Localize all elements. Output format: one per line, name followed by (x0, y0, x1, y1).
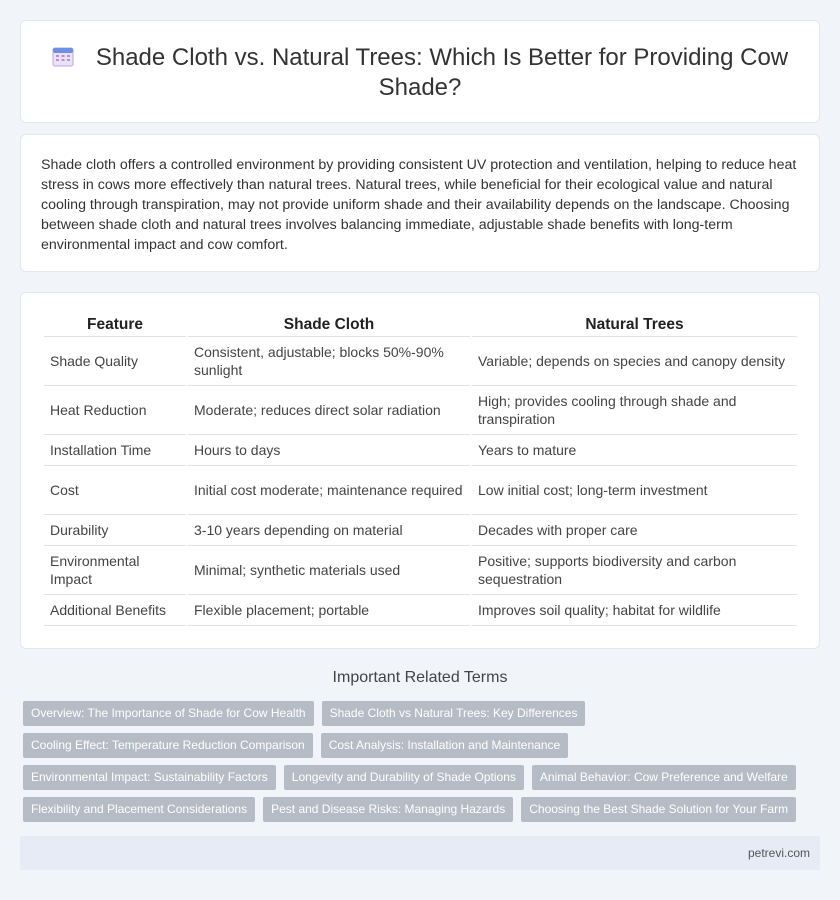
related-term-tag[interactable]: Longevity and Durability of Shade Options (284, 765, 524, 790)
tag-row (23, 797, 803, 822)
tag-row (23, 765, 803, 790)
calendar-icon (52, 45, 74, 67)
table-cell: Decades with proper care (472, 515, 797, 546)
table-row (44, 515, 797, 546)
title-card (20, 20, 820, 123)
footer-site-link[interactable]: petrevi.com (747, 846, 810, 860)
page-title-wrap (21, 43, 819, 103)
related-term-tag[interactable]: Shade Cloth vs Natural Trees: Key Differences (322, 701, 586, 726)
table-cell: Cost (44, 466, 186, 515)
comparison-table (42, 313, 799, 626)
table-cell: Environmental Impact (44, 546, 186, 595)
table-cell: Hours to days (188, 435, 470, 466)
table-cell: Positive; supports biodiversity and carbon sequestration (472, 546, 797, 595)
tag-row (23, 701, 803, 726)
column-header: Shade Cloth (188, 313, 470, 337)
table-cell: Installation Time (44, 435, 186, 466)
table-cell: Low initial cost; long-term investment (472, 466, 797, 515)
table-row (44, 435, 797, 466)
table-cell: Improves soil quality; habitat for wildlife (472, 595, 797, 626)
related-term-tag[interactable]: Flexibility and Placement Considerations (23, 797, 255, 822)
table-cell: Shade Quality (44, 337, 186, 386)
table-row (44, 546, 797, 595)
intro-paragraph: Shade cloth offers a controlled environment by providing consistent UV protection and ventilation, helping to reduce heat stress in cows more effectively than natural trees. Natural trees, while beneficial for their ecological value and natural cooling through transpiration, may not provide uniform shade and their availability depends on the landscape. Choosing between shade cloth and natural trees involves balancing immediate, adjustable shade benefits with long-term environmental impact and cow comfort. (41, 157, 797, 253)
table-cell: High; provides cooling through shade and transpiration (472, 386, 797, 435)
related-term-tag[interactable]: Animal Behavior: Cow Preference and Welfare (532, 765, 796, 790)
page-title: Shade Cloth vs. Natural Trees: Which Is Better for Providing Cow Shade? (95, 44, 789, 101)
table-row (44, 386, 797, 435)
related-term-tag[interactable]: Cooling Effect: Temperature Reduction Comparison (23, 733, 313, 758)
tag-row (23, 733, 803, 758)
related-term-tag[interactable]: Choosing the Best Shade Solution for Your Farm (521, 797, 796, 822)
table-cell: 3-10 years depending on material (188, 515, 470, 546)
table-cell: Flexible placement; portable (188, 595, 470, 626)
table-cell: Consistent, adjustable; blocks 50%-90% sunlight (188, 337, 470, 386)
column-header: Natural Trees (472, 313, 797, 337)
table-cell: Years to mature (472, 435, 797, 466)
comparison-card (20, 292, 820, 649)
table-row (44, 337, 797, 386)
column-header: Feature (44, 313, 186, 337)
table-cell: Additional Benefits (44, 595, 186, 626)
table-cell: Durability (44, 515, 186, 546)
table-cell: Moderate; reduces direct solar radiation (188, 386, 470, 435)
table-cell: Minimal; synthetic materials used (188, 546, 470, 595)
related-term-tag[interactable]: Pest and Disease Risks: Managing Hazards (263, 797, 513, 822)
intro-card (20, 134, 820, 272)
table-row (44, 595, 797, 626)
table-cell: Variable; depends on species and canopy density (472, 337, 797, 386)
related-terms-heading: Important Related Terms (332, 669, 508, 686)
related-term-tag[interactable]: Cost Analysis: Installation and Maintenance (321, 733, 568, 758)
related-terms-list (23, 701, 803, 829)
table-header-row (44, 313, 797, 337)
table-cell: Initial cost moderate; maintenance required (188, 466, 470, 515)
table-row (44, 466, 797, 515)
related-term-tag[interactable]: Environmental Impact: Sustainability Factors (23, 765, 276, 790)
table-cell: Heat Reduction (44, 386, 186, 435)
footer (20, 836, 820, 870)
related-term-tag[interactable]: Overview: The Importance of Shade for Cow Health (23, 701, 314, 726)
